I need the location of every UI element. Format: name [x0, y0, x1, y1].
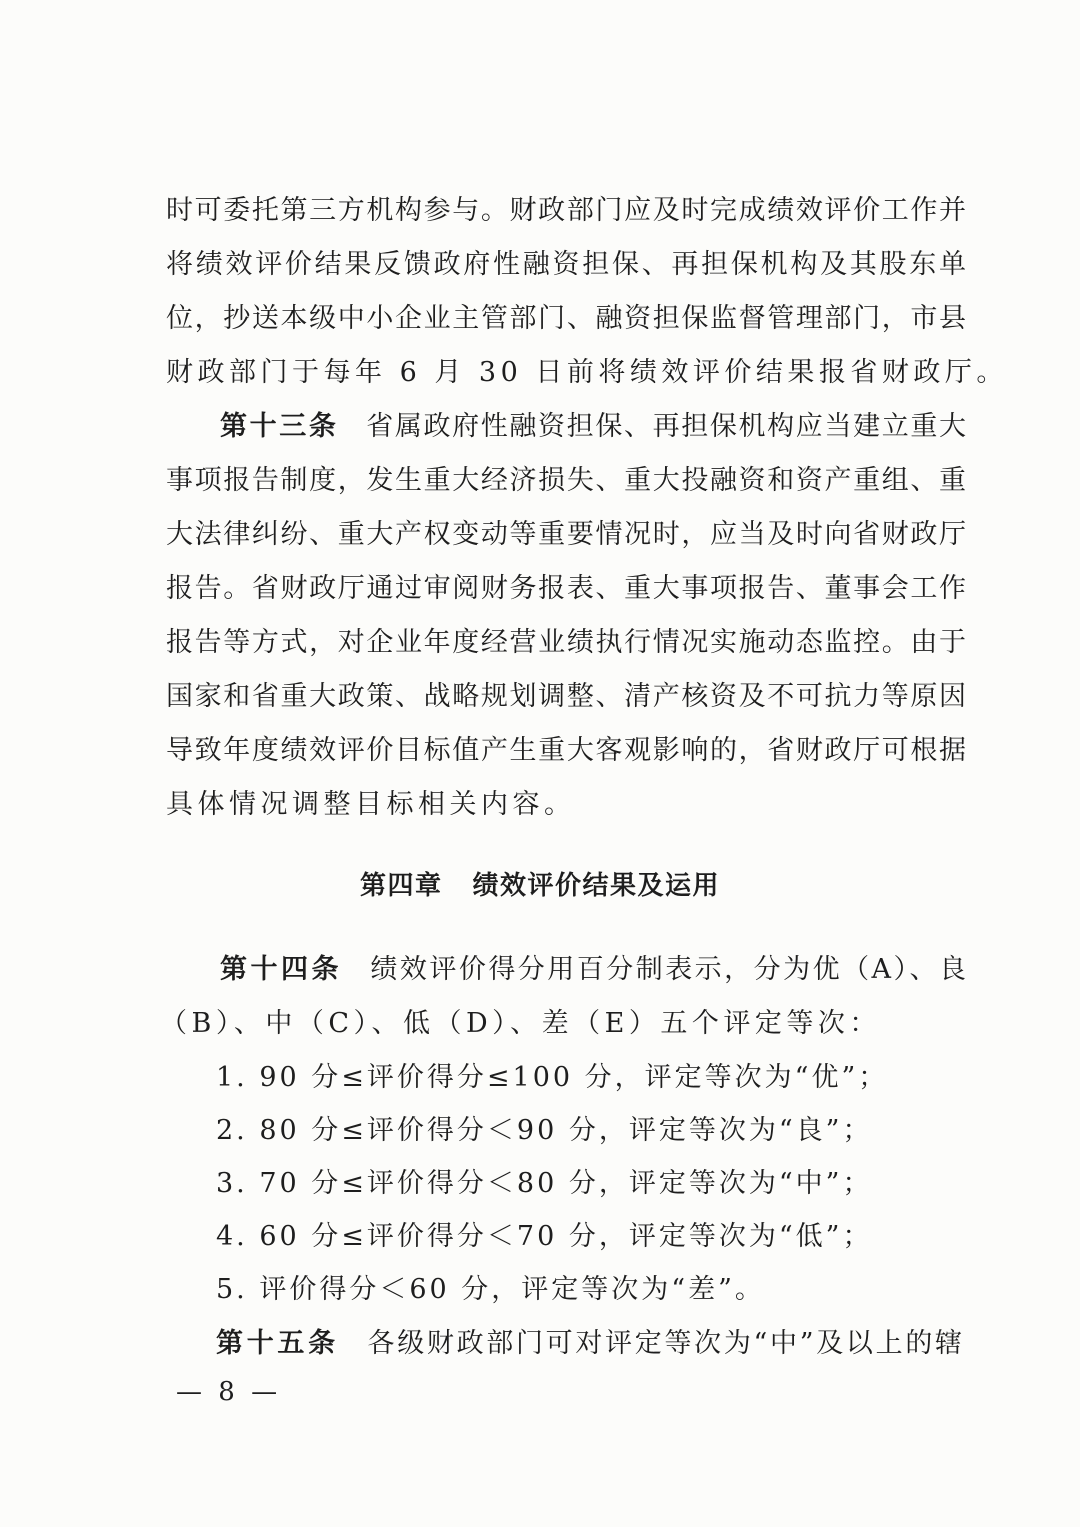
article-13-line: 大法律纠纷、重大产权变动等重要情况时，应当及时向省财政厅 — [166, 519, 966, 550]
article-13-line: 报告。省财政厅通过审阅财务报表、重大事项报告、董事会工作 — [166, 573, 966, 604]
grade-item: 1. 90 分≤评价得分≤100 分，评定等次为“优”； — [216, 1062, 889, 1093]
article-15-label: 第十五条 — [216, 1328, 339, 1359]
article-15-first-line — [216, 1324, 962, 1364]
article-14-line: （B）、中（C）、低（D）、差（E）五个评定等次： — [160, 1008, 881, 1039]
article-13-label: 第十三条 — [220, 411, 339, 442]
article-13-line: 国家和省重大政策、战略规划调整、清产核资及不可抗力等原因 — [166, 681, 966, 712]
article-13-text: 省属政府性融资担保、再担保机构应当建立重大 — [364, 411, 967, 442]
paragraph-line: 财政部门于每年 6 月 30 日前将绩效评价结果报省财政厅。 — [166, 357, 1008, 388]
chapter-title: 绩效评价结果及运用 — [472, 871, 721, 901]
article-13-first-line — [220, 407, 966, 447]
paragraph-line: 将绩效评价结果反馈政府性融资担保、再担保机构及其股东单 — [166, 249, 966, 280]
article-14-text: 绩效评价得分用百分制表示，分为优（A）、良 — [367, 954, 966, 985]
grade-item: 5. 评价得分＜60 分，评定等次为“差”。 — [216, 1274, 765, 1305]
article-13-line: 导致年度绩效评价目标值产生重大客观影响的，省财政厅可根据 — [166, 735, 966, 766]
grade-item: 4. 60 分≤评价得分＜70 分，评定等次为“低”； — [216, 1221, 873, 1252]
article-13-line: 报告等方式，对企业年度经营业绩执行情况实施动态监控。由于 — [166, 627, 966, 658]
article-14-label: 第十四条 — [220, 954, 342, 985]
chapter-number: 第四章 — [359, 871, 443, 901]
grade-item: 3. 70 分≤评价得分＜80 分，评定等次为“中”； — [216, 1168, 873, 1199]
paragraph-line: 时可委托第三方机构参与。财政部门应及时完成绩效评价工作并 — [166, 195, 966, 226]
article-13-line: 事项报告制度，发生重大经济损失、重大投融资和资产重组、重 — [166, 465, 966, 496]
article-15-text: 各级财政部门可对评定等次为“中”及以上的辖 — [364, 1328, 963, 1359]
article-14-first-line — [220, 950, 966, 990]
article-13-line: 具体情况调整目标相关内容。 — [166, 789, 576, 820]
grade-item: 2. 80 分≤评价得分＜90 分，评定等次为“良”； — [216, 1115, 873, 1146]
page-number: — 8 — — [176, 1377, 282, 1407]
chapter-heading — [0, 866, 1080, 906]
paragraph-line: 位，抄送本级中小企业主管部门、融资担保监督管理部门，市县 — [166, 303, 966, 334]
